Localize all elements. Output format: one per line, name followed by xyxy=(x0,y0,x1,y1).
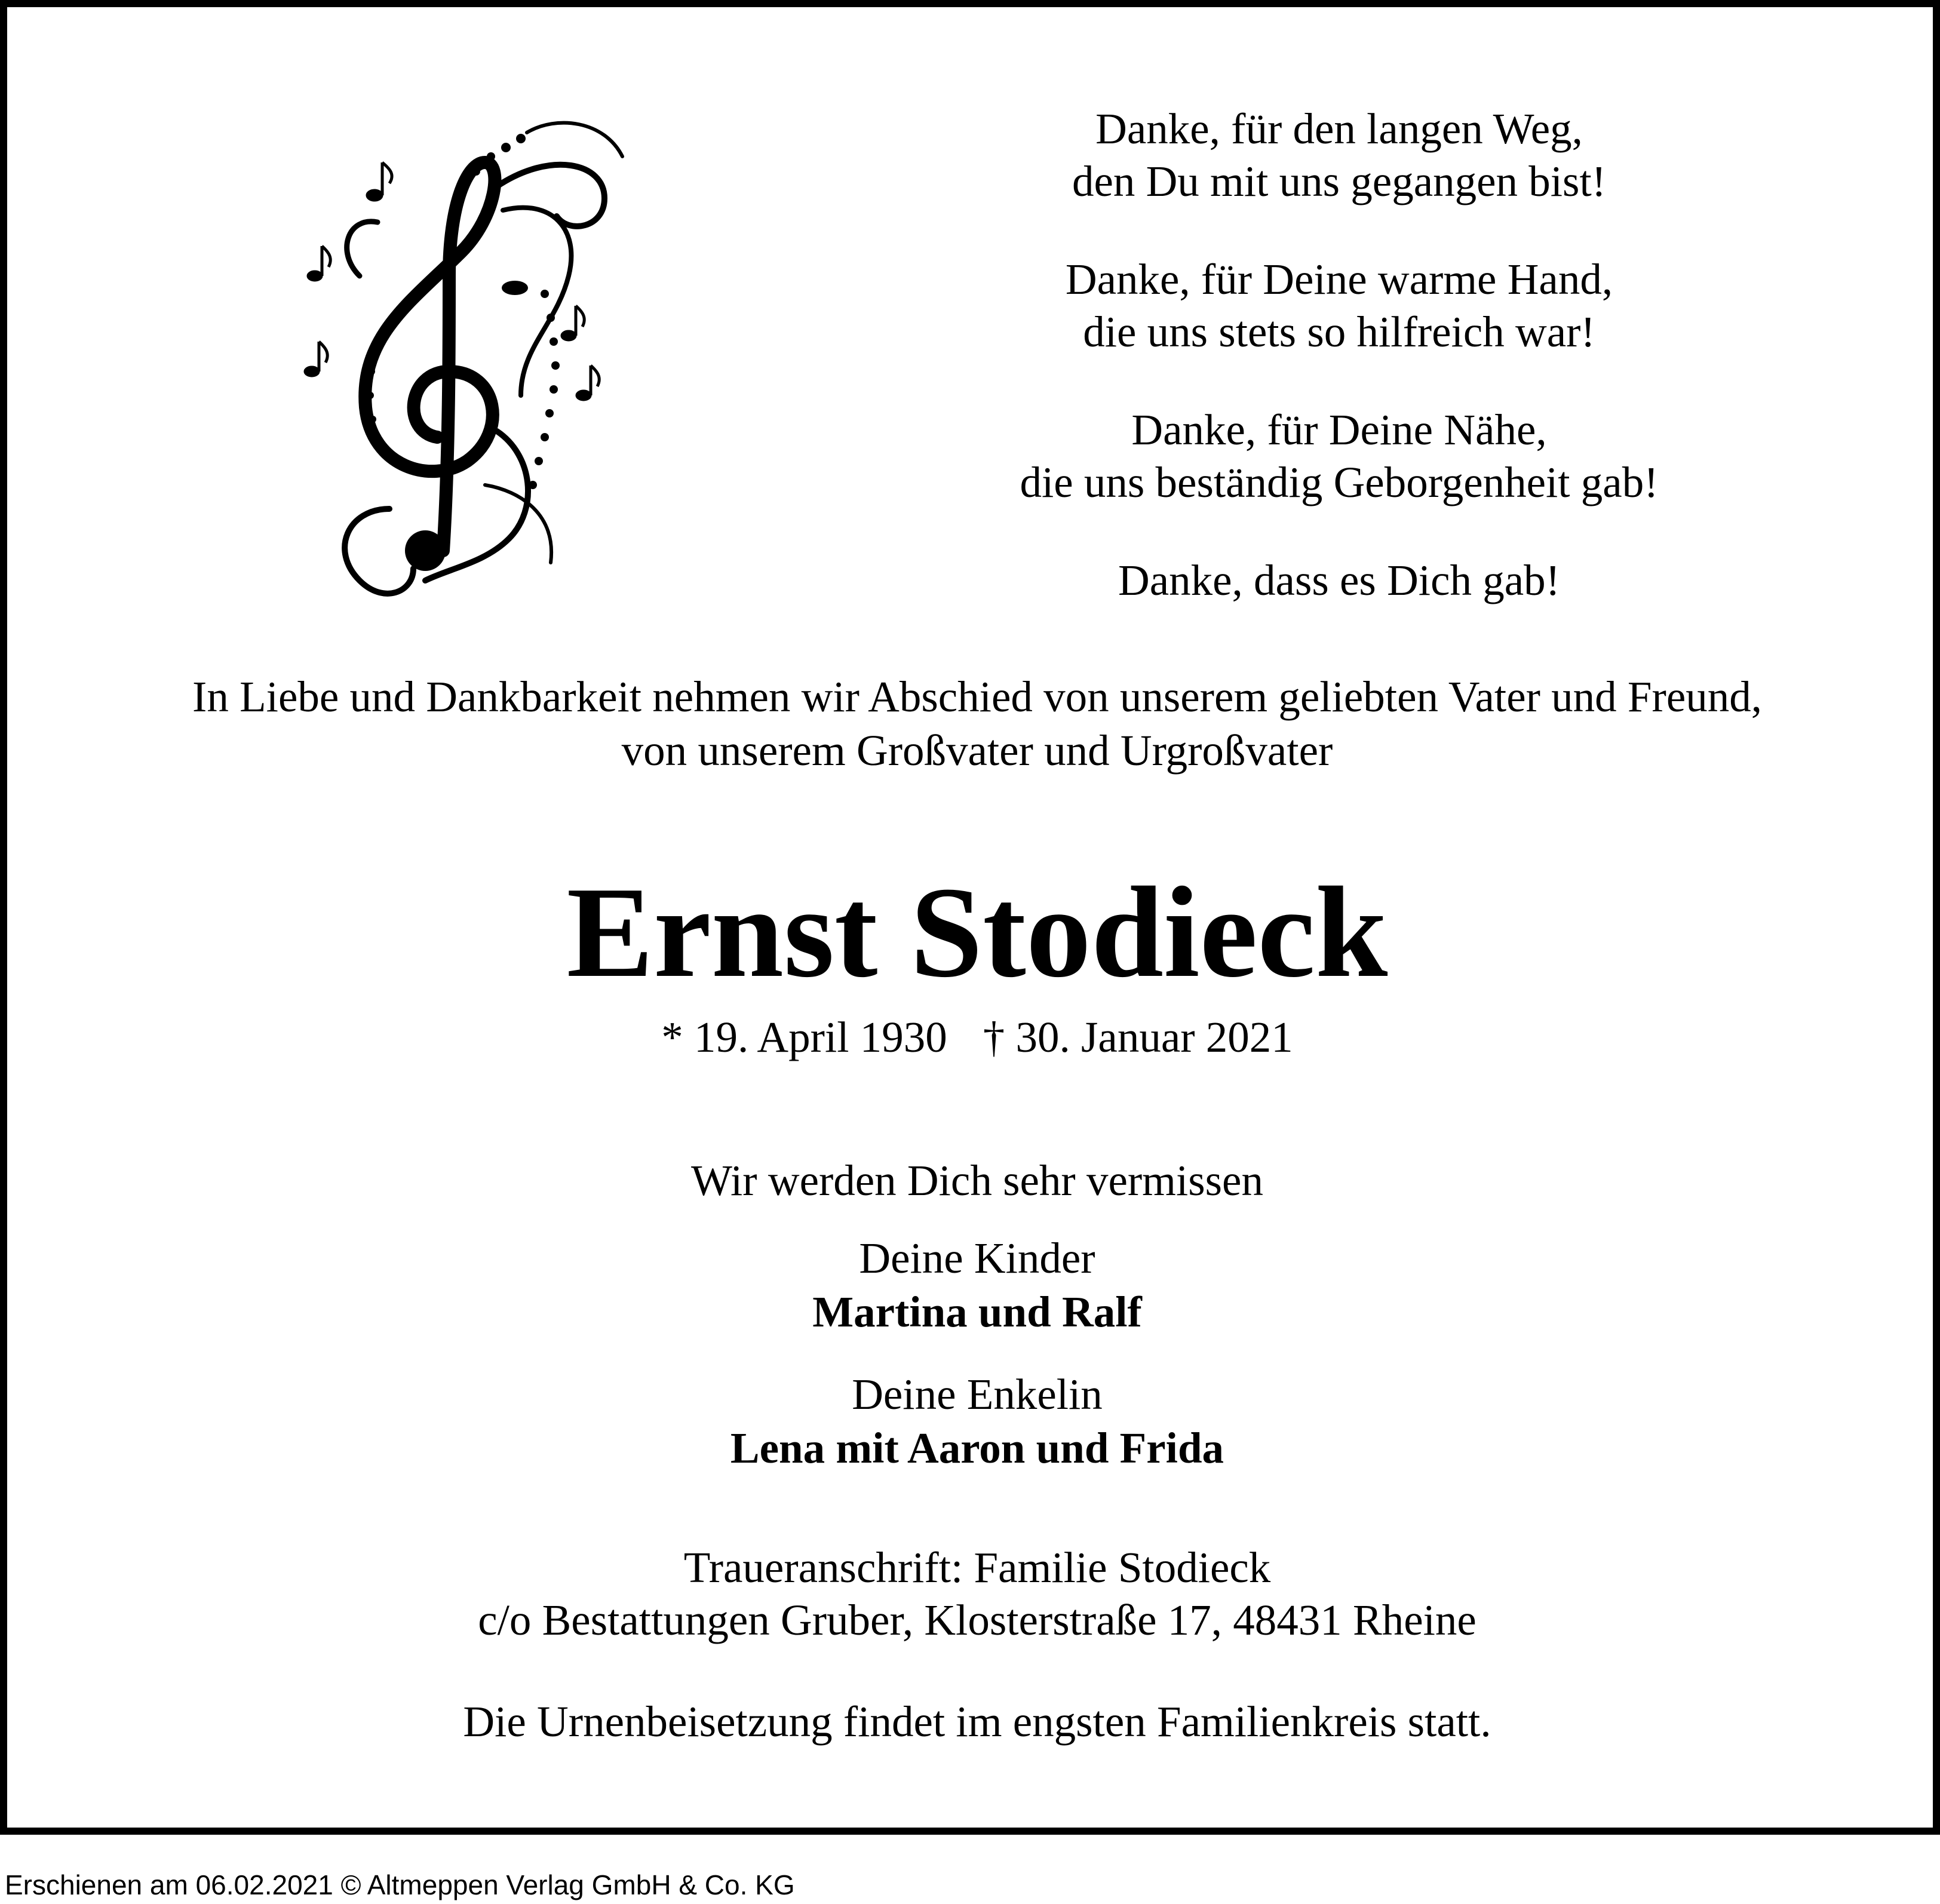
poem-line: Danke, dass es Dich gab! xyxy=(1118,556,1560,604)
burial-note: Die Urnenbeisetzung findet im engsten Familienkreis statt. xyxy=(463,1697,1491,1746)
publication-footer: Erschienen am 06.02.2021 © Altmeppen Verlag GmbH & Co. KG xyxy=(5,1869,795,1900)
mourning-address-line: c/o Bestattungen Gruber, Klosterstraße 17, 48431 Rheine xyxy=(478,1596,1477,1644)
intro-line: In Liebe und Dankbarkeit nehmen wir Abschied von unserem geliebten Vater und Freund, xyxy=(192,672,1762,721)
grandchildren-names: Lena mit Aaron und Frida xyxy=(730,1424,1224,1472)
mourning-address-line: Traueranschrift: Familie Stodieck xyxy=(683,1543,1271,1592)
life-dates xyxy=(7,1011,1940,1064)
poem-line: die uns beständig Geborgenheit gab! xyxy=(1020,458,1659,506)
closing-line: Wir werden Dich sehr vermissen xyxy=(691,1156,1263,1205)
death-date: † 30. Januar 2021 xyxy=(983,1013,1293,1061)
intro-text xyxy=(43,670,1911,778)
poem-stanza xyxy=(945,554,1733,607)
poem-line: Danke, für Deine Nähe, xyxy=(1131,406,1547,454)
deceased-name: Ernst Stodieck xyxy=(566,861,1388,1005)
poem-line: den Du mit uns gegangen bist! xyxy=(1072,157,1607,205)
grandchildren-label: Deine Enkelin xyxy=(852,1370,1103,1418)
poem-line: Danke, für den langen Weg, xyxy=(1095,105,1583,153)
birth-date: * 19. April 1930 xyxy=(661,1013,947,1061)
intro-line: von unserem Großvater und Urgroßvater xyxy=(621,726,1333,775)
poem-line: Danke, für Deine warme Hand, xyxy=(1065,255,1613,303)
children-names: Martina und Ralf xyxy=(812,1288,1142,1336)
poem-stanza xyxy=(945,103,1733,208)
children-label: Deine Kinder xyxy=(859,1234,1095,1282)
poem-stanza xyxy=(945,404,1733,509)
poem-line: die uns stets so hilfreich war! xyxy=(1083,308,1595,356)
poem-stanza xyxy=(945,253,1733,358)
poem xyxy=(945,103,1733,652)
treble-clef-icon xyxy=(270,97,640,622)
